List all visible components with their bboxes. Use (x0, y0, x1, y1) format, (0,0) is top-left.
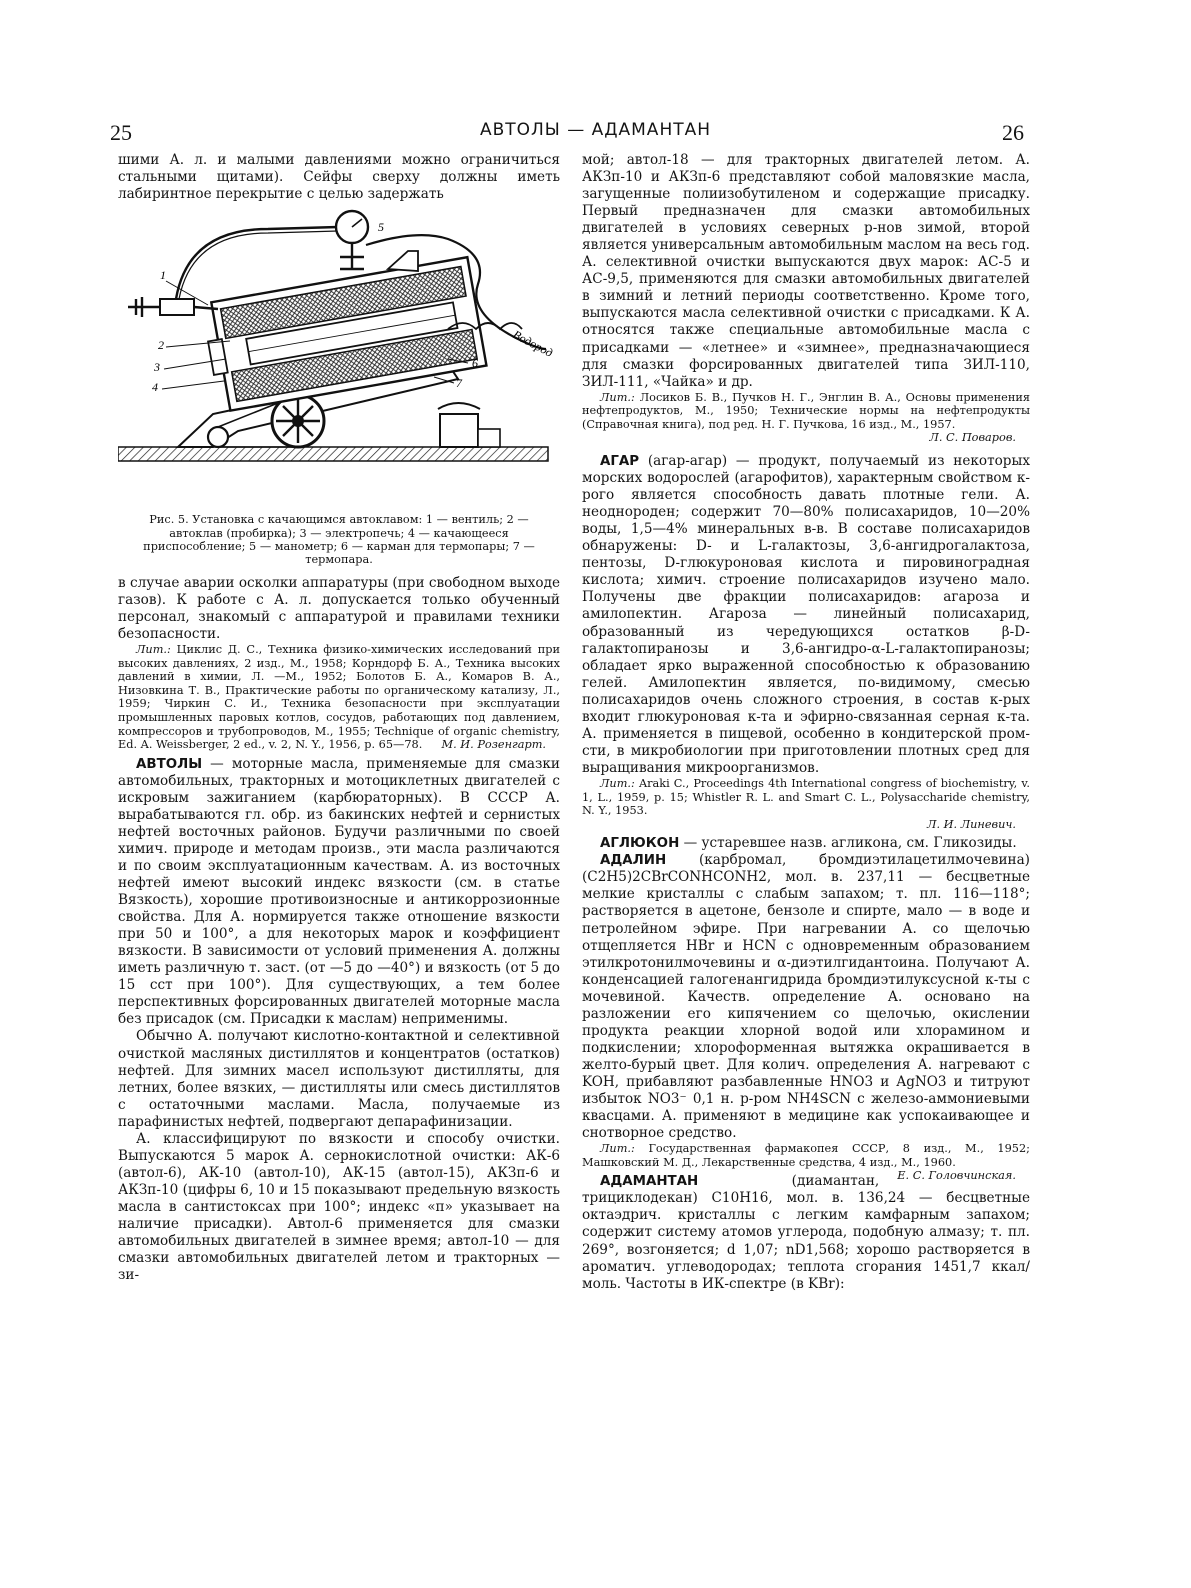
avtoly-paragraph-2: Обычно А. получают кислотно-контактной и селективной очисткой масляных дистиллятов и концентратов (остатков) нефтей. Для зимних масел используют дистилляты, для летних, более вязких, — дистилляты или смесь дистиллятов с остаточными маслами. Масла, получаемые из парафинистых нефтей, подвергают депарафинизации. (118, 1028, 560, 1130)
running-title: АВТОЛЫ — АДАМАНТАН (479, 120, 712, 140)
page-number-right: 26 (1002, 120, 1024, 145)
avtoly-paragraph-3: А. классифицируют по вязкости и способу очистки. Выпускаются 5 марок А. сернокислотной очистки: АК-6 (автол-6), АК-10 (автол-10), АК-15 (автол-15), АКЗп-6 и АКЗп-10 (цифры 6, 10 и 15 показывают предельную вязкость масла в сантистоксах при 100°; индекс «п» указывает на наличие присадки). Автол-6 применяется для смазки автомобильных двигателей в зимнее время; автол-10 — для смазки автомобильных двигателей летом и тракторных — зи- (118, 1130, 560, 1284)
literature-3: Лит.: Araki C., Proceedings 4th International congress of biochemistry, v. 1, L., 1959, p. 15; Whistler R. L. and Smart C. L., Polysaccharide chemistry, N. Y., 1953. (582, 776, 1030, 818)
heading-adamantan: АДАМАНТАН (600, 1174, 699, 1190)
right-column (582, 152, 1030, 1293)
motor (440, 414, 478, 447)
figure-caption: Рис. 5. Установка с качающимся автоклавом: 1 — вентиль; 2 — автоклав (пробирка); 3 — электропечь; 4 — качающееся приспособление; 5 — манометр; 6 — карман для термопары; 7 — термопара. (143, 513, 535, 567)
fig-label-5: 5 (378, 220, 384, 235)
article-adamantan: АДАМАНТАН (диамантан, трициклодекан) C10H16, мол. в. 136,24 — бесцветные октаэдрич. кристаллы с легким камфарным запахом; содержит систему атомов углерода, подобную алмазу; т. пл. 269°, возгоняется; d 1,07; nD1,568; хорошо растворяется в ароматич. углеводородах; теплота сгорания 1451,7 ккал/моль. Частоты в ИК-спектре (в KBr): (582, 1173, 1030, 1292)
autoclave-drawing (118, 209, 560, 509)
fig-label-3: 3 (154, 360, 160, 375)
fig-label-4: 4 (152, 380, 158, 395)
valve (128, 297, 160, 317)
fig-label-7: 7 (456, 376, 462, 391)
intro-paragraph: шими А. л. и малыми давлениями можно ограничиться стальными щитами). Сейфы сверху должны иметь лабиринтное перекрытие с целью задержать (118, 152, 560, 203)
left-column (118, 152, 560, 1284)
fig-label-6: 6 (472, 356, 478, 371)
heading-adalin: АДАЛИН (600, 853, 667, 869)
article-avtoly: АВТОЛЫ — моторные масла, применяемые для смазки автомобильных, тракторных и мотоциклетных двигателей с искровым зажиганием (карбюраторных). В СССР А. вырабатываются гл. обр. из бакинских нефтей и сернистых нефтей восточных районов. Будучи различными по своей химич. природе и методам произв., эти масла различаются и по своим эксплуатационным качествам. А. из восточных нефтей имеют высокий индекс вязкости (см. в статье Вязкость), хорошие противоизносные и антикоррозионные свойства. Для А. нормируется также отношение вязкости при 50 и 100°, а для некоторых марок и коэффициент вязкости. В зависимости от условий применения А. должны иметь различную т. заст. (от —5 до —40°) и вязкость (от 5 до 15 сст при 100°). Для существующих, а тем более перспективных форсированных двигателей моторные масла без присадок (см. Присадки к маслам) неприменимы. (118, 755, 560, 1028)
safety-paragraph: в случае аварии осколки аппаратуры (при свободном выходе газов). К работе с А. л. допускается только обученный персонал, знакомый с аппаратурой и правилами техники безопасности. (118, 574, 560, 642)
author-signature-2: Л. С. Поваров. (929, 431, 1016, 445)
figure-autoclave (118, 209, 560, 509)
fig-label-2: 2 (158, 338, 164, 353)
fig-label-1: 1 (160, 268, 166, 283)
autoclave-housing (201, 257, 486, 412)
avtoly-continuation: мой; автол-18 — для тракторных двигателей летом. А. АКЗп-10 и АКЗп-6 представляют собой маловязкие масла, загущенные полиизобутиленом и содержащие присадку. Первый предназначен для смазки автомобильных двигателей в условиях северных р-нов зимой, второй является универсальным автомобильным маслом на весь год. А. селективной очистки выпускаются двух марок: АС-5 и АС-9,5, применяются для смазки автомобильных двигателей в зимний и летний периоды соответственно. Кроме того, выпускаются масла селективной очистки с присадками. К А. относятся также специальные автомобильные масла с присадками — «летнее» и «зимнее», предназначающиеся для смазки форсированных двигателей типа ЗИЛ-110, ЗИЛ-111, «Чайка» и др. (582, 152, 1030, 390)
article-agar: АГАР (агар-агар) — продукт, получаемый из некоторых морских водорослей (агарофитов), характерным свойством к-рого является способность давать плотные гели. А. неоднороден; содержит 70—80% полисахаридов, 10—20% воды, 1,5—4% минеральных в-в. В составе полисахаридов обнаружены: D- и L-галактозы, 3,6-ангидрогалактоза, пентозы, D-глюкуроновая кислота и пировиноградная кислота; химич. строение полисахаридов изучено мало. Получены две фракции полисахаридов: агароза и амилопектин. Агароза — линейный полисахарид, образованный из чередующихся остатков β-D-галактопиранозы и 3,6-ангидро-α-L-галактопиранозы; обладает ярко выраженной способностью к образованию гелей. Амилопектин является, по-видимому, смесью полисахаридов очень сложного строения, в состав к-рых входит глюкуроновая к-та и эфирно-связанная серная к-та. А. применяется в пищевой, особенно в кондитерской пром-сти, в микробиологии при приготовлении плотных сред для выращивания микроорганизмов. (582, 453, 1030, 776)
page-number-left: 25 (110, 120, 132, 145)
literature-4: Лит.: Государственная фармакопея СССР, 8 изд., М., 1952; Машковский М. Д., Лекарственные средства, 4 изд., М., 1960. Е. С. Головчинская. (582, 1142, 1030, 1183)
heading-aglyukon: АГЛЮКОН (600, 836, 680, 852)
author-signature-3: Л. И. Линевич. (927, 817, 1016, 831)
hydrogen-label: Водород (510, 327, 556, 361)
literature-1: Лит.: Циклис Д. С., Техника физико-химических исследований при высоких давлениях, 2 изд., М., 1958; Корндорф Б. А., Техника высоких давлений в химии, Л. —М., 1952; Болотов Б. А., Комаров В. А., Низовкина Т. В., Практические работы по органическому катализу, Л., 1959; Чиркин С. И., Техника безопасности при эксплуатации промышленных паровых котлов, сосудов, работающих под давлением, компрессоров и трубопроводов, М., 1955; Technique of organic chemistry, Ed. A. Weissberger, 2 ed., v. 2, N. Y., 1956, p. 65—78. М. И. Розенгарт. (118, 642, 561, 752)
literature-2: Лит.: Лосиков Б. В., Пучков Н. Г., Энглин В. А., Основы применения нефтепродуктов, М., 1950; Технические нормы на нефтепродукты (Справочная книга), под ред. Н. Г. Пучкова, 16 изд., М., 1957. (582, 390, 1031, 431)
pulley (208, 427, 228, 447)
base-plate (118, 447, 548, 461)
article-adalin: АДАЛИН (карбромал, бромдиэтилацетилмочевина) (C2H5)2CBrCONHCONH2, мол. в. 237,11 — бесцветные мелкие кристаллы с слабым запахом; т. пл. 116—118°; растворяется в ацетоне, бензоле и спирте, мало — в воде и петролейном эфире. При нагревании А. со щелочью отщепляется HBr и HCN с одновременным образованием этилкротонилмочевины и α-диэтилгидантоина. Получают А. конденсацией галогенангидрида бромдиэтилуксусной к-ты с мочевиной. Качеств. определение А. основано на разложении его кипячением со щелочью, окислении продукта реакции хлорной водой или хлорамином и подкислении; хлороформенная вытяжка окрашивается в желто-бурый цвет. Для колич. определения А. нагревают с KOH, прибавляют разбавленные HNO3 и AgNO3 и титруют избыток NO3⁻ 0,1 н. р-ром NH4SCN с железо-аммониевыми квасцами. А. применяют в медицине как успокаивающее и снотворное средство. (582, 852, 1030, 1142)
author-signature-1: М. И. Розенгарт. (441, 738, 546, 752)
article-aglyukon: АГЛЮКОН — устаревшее назв. агликона, см. Гликозиды. (600, 835, 1017, 852)
author-signature-4: Е. С. Головчинская. (897, 1169, 1016, 1183)
heading-avtoly: АВТОЛЫ (136, 756, 203, 772)
heading-agar: АГАР (600, 454, 640, 470)
